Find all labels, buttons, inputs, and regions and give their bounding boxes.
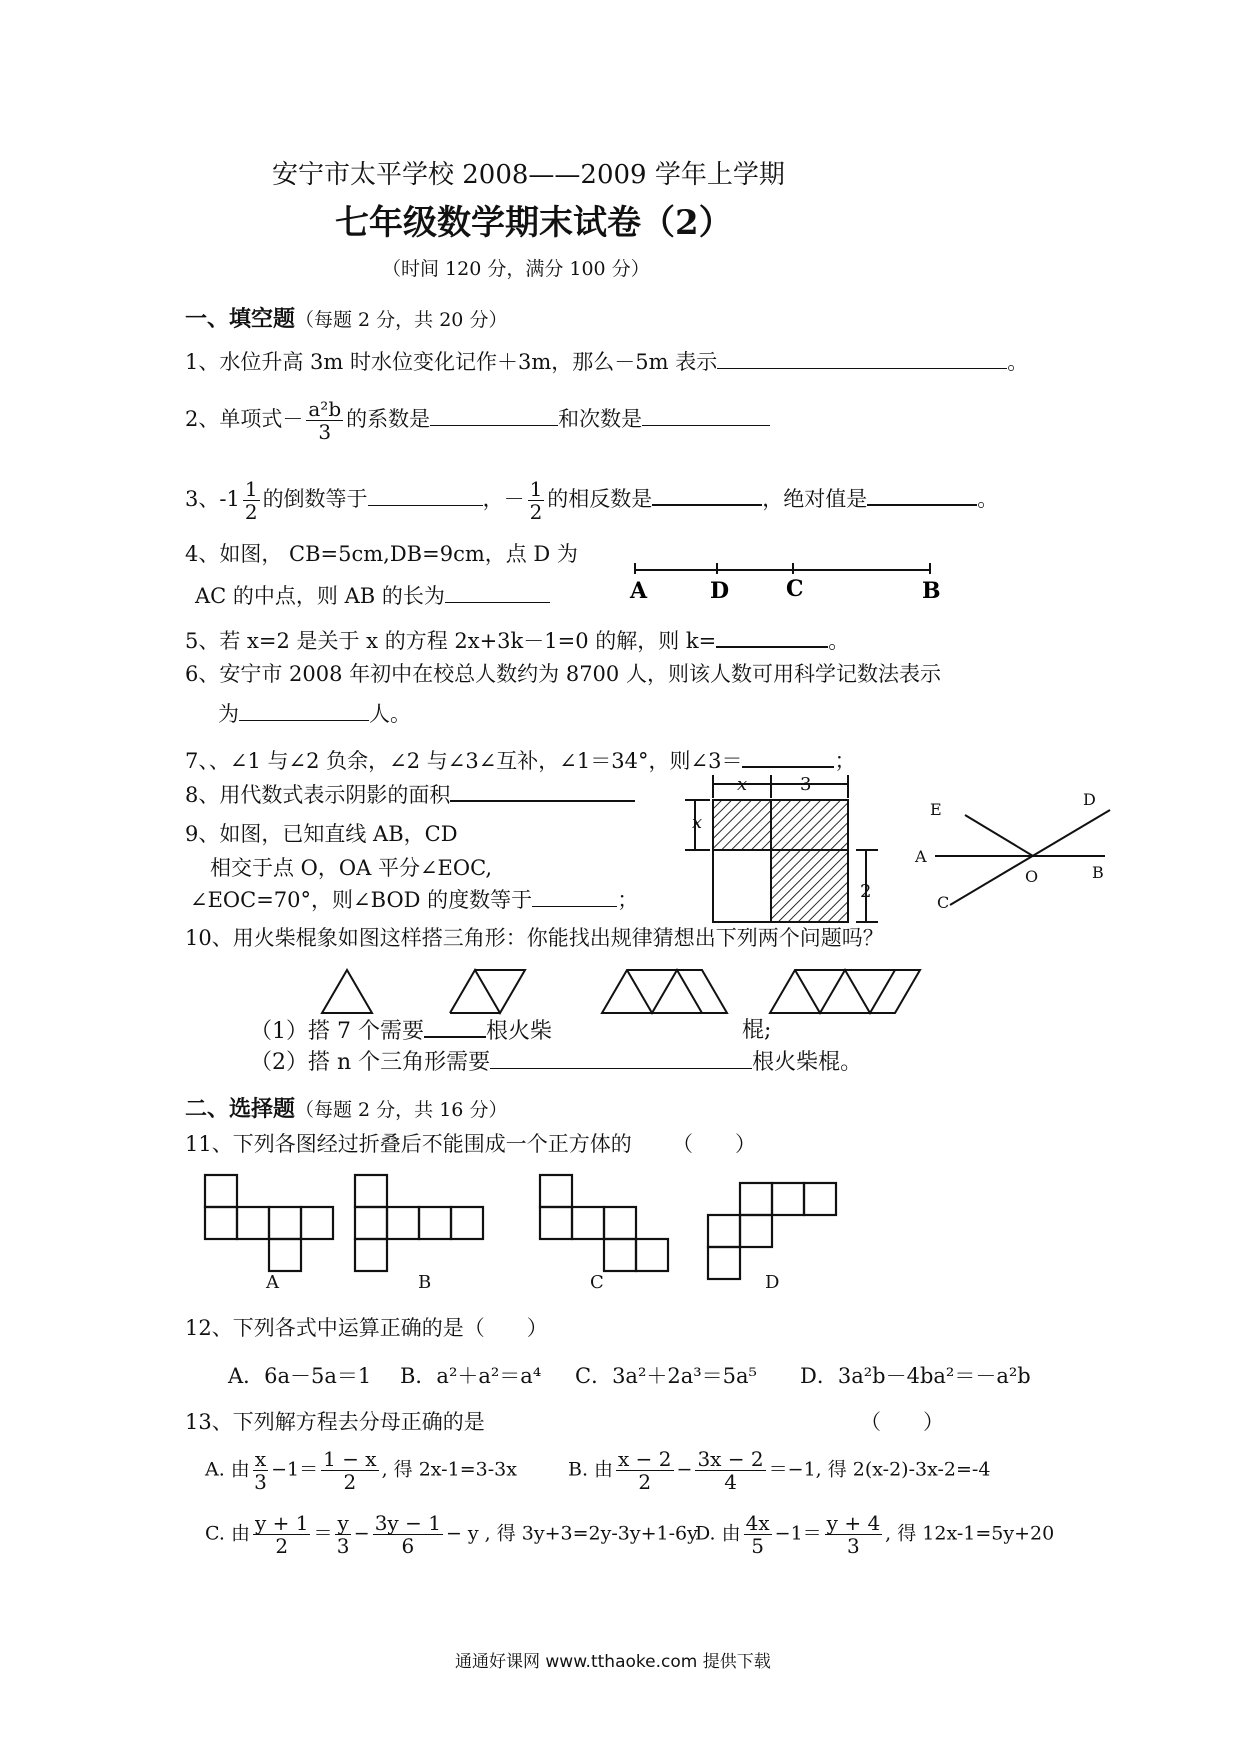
q2-blank-coefficient[interactable]: [430, 407, 558, 426]
q4-line2: [195, 584, 550, 609]
q10-sub1b: 根火柴: [485, 1019, 552, 1044]
q13-c-mid: ＝: [313, 1522, 333, 1545]
q13-a-d1: 3: [254, 1470, 267, 1494]
label-c: C: [786, 576, 804, 602]
q13-b-pre: B. 由: [568, 1458, 614, 1481]
net-c: [540, 1175, 668, 1271]
q10-text: 10、用火柴棍象如图这样搭三角形：你能找出规律猜想出下列两个问题吗？: [185, 926, 884, 950]
q1-end: 。: [1007, 350, 1029, 374]
label-o: O: [1025, 867, 1039, 886]
q12-option-c: C．3a²＋2a³＝5a⁵: [575, 1364, 757, 1388]
q10-sub2b: 根火柴棍。: [752, 1050, 863, 1075]
q3-f2-den: 2: [529, 500, 543, 524]
shaded-cell-top-right: [771, 800, 848, 850]
q13-c-post: − y , 得 3y+3=2y-3y+1-6y: [445, 1522, 698, 1545]
q8-blank[interactable]: [450, 782, 635, 802]
label-d: D: [710, 578, 730, 604]
q11-option-d: D: [765, 1272, 780, 1293]
q3-prefix: 3、-1: [185, 487, 240, 511]
line-cd: [950, 810, 1110, 905]
q5-text: 5、若 x=2 是关于 x 的方程 2x+3k－1=0 的解，则 k=: [185, 629, 717, 653]
q7-end: ；: [834, 749, 856, 773]
section2-note: （每题 2 分，共 16 分）: [295, 1099, 508, 1121]
page-footer: 通通好课网 www.tthaoke.com 提供下载: [455, 1652, 771, 1672]
q13-b-d2: 4: [724, 1470, 737, 1494]
q13-b-frac1: [616, 1448, 673, 1493]
q2-minus: －: [282, 407, 304, 431]
shaded-cell-top-left: [713, 800, 771, 850]
four-triangles: [770, 970, 920, 1013]
q6-line2a: 为: [218, 702, 239, 726]
label-b: B: [922, 578, 941, 604]
q9-end: ；: [617, 888, 639, 912]
q3-blank-absolute[interactable]: [867, 486, 977, 506]
q3-text-c: ，绝对值是: [762, 487, 868, 511]
q5-end: 。: [828, 629, 850, 653]
exam-subtitle: （时间 120 分，满分 100 分）: [382, 258, 650, 280]
q13-c-d3: 6: [401, 1534, 415, 1558]
net-d: [708, 1183, 836, 1279]
question-3: [185, 478, 998, 523]
q13-d-frac2: [825, 1512, 883, 1557]
q13-c-n3: 3y − 1: [374, 1511, 441, 1535]
q13-a-n1: x: [254, 1447, 267, 1471]
q13-c-mid2: −: [353, 1522, 370, 1545]
section2-title: 二、选择题: [185, 1096, 296, 1122]
q6-line2b: 人。: [369, 702, 411, 726]
label-three: 3: [800, 774, 812, 795]
q9-line3-text: ∠EOC=70°，则∠BOD 的度数等于: [190, 888, 533, 912]
q6-blank[interactable]: [239, 702, 369, 721]
q13-b-n1: x − 2: [618, 1447, 672, 1471]
label-a: A: [630, 578, 648, 604]
q4-line1: 4、如图， CB=5cm,DB=9cm，点 D 为: [185, 542, 578, 566]
q3-f2-num: 1: [529, 477, 543, 501]
q13-c-pre: C. 由: [205, 1522, 250, 1545]
q3-minus: －: [503, 487, 525, 511]
q13-option-c: [205, 1512, 698, 1557]
q13-option-d: [695, 1512, 1054, 1557]
shaded-cell-bottom-right: [771, 850, 848, 922]
q3-blank-opposite[interactable]: [652, 486, 762, 506]
q13-b-post: ＝−1, 得 2(x-2)-3x-2=-4: [768, 1458, 991, 1481]
q7-blank[interactable]: [742, 748, 834, 768]
exam-title: 七年级数学期末试卷（2）: [335, 203, 733, 243]
q13-d-d1: 5: [751, 1534, 765, 1558]
q3-fraction-2: [528, 478, 545, 523]
q4-blank[interactable]: [445, 584, 550, 603]
q2-mid2: 和次数是: [558, 407, 643, 431]
q9-line2: 相交于点 O，OA 平分∠EOC,: [210, 856, 493, 880]
q13-paren: （ ）: [860, 1410, 944, 1434]
q13-d-pre: D. 由: [695, 1522, 741, 1545]
q13-b-frac2: [695, 1448, 765, 1493]
q3-text-a: 的倒数等于: [262, 487, 368, 511]
question-5: [185, 628, 849, 654]
q13-a-mid: −1＝: [271, 1458, 319, 1481]
q2-blank-degree[interactable]: [642, 407, 770, 426]
q13-d-post: , 得 12x-1=5y+20: [885, 1522, 1055, 1545]
q2-numerator: a²b: [308, 397, 342, 421]
q7-text: 7、、∠1 与∠2 负余，∠2 与∠3∠互补，∠1＝34°，则∠3＝: [185, 749, 743, 773]
q13-d-mid: −1＝: [774, 1522, 822, 1545]
label-d: D: [1083, 790, 1096, 809]
q13-c-frac1: [253, 1512, 311, 1557]
q1-text: 1、水位升高 3m 时水位变化记作＋3m，那么－5m 表示: [185, 350, 718, 374]
label-e: E: [930, 800, 942, 819]
q8-area-figure: [680, 772, 880, 952]
q13-option-a: [205, 1448, 517, 1493]
q12-option-d: D．3a²b－4ba²＝－a²b: [800, 1364, 1031, 1388]
q12-option-a: A．6a－5a＝1: [228, 1364, 372, 1388]
q13-a-d2: 2: [343, 1470, 357, 1494]
q10-sub2: [250, 1050, 862, 1076]
q13-a-pre: A. 由: [205, 1458, 250, 1481]
q2-denominator: 3: [318, 420, 332, 444]
section2-heading: [185, 1092, 507, 1123]
q9-lines-figure: [915, 790, 1115, 915]
q13-text: 13、下列解方程去分母正确的是: [185, 1410, 485, 1434]
q10-sub2a: （2）搭 n 个三角形需要: [250, 1050, 491, 1075]
label-two: 2: [860, 881, 872, 902]
q6-line1: 6、安宁市 2008 年初中在校总人数约为 8700 人，则该人数可用科学记数法表示: [185, 662, 941, 686]
ray-oe: [965, 815, 1033, 856]
question-2: [185, 398, 770, 443]
q4-segment-figure: [630, 560, 940, 605]
q9-blank[interactable]: [532, 888, 617, 907]
q10-blank-2[interactable]: [490, 1050, 752, 1069]
q2-mid: 的系数是: [346, 407, 431, 431]
q13-d-n2: y + 4: [826, 1511, 881, 1535]
q11-option-b: B: [418, 1272, 432, 1293]
q10-triangle-figures: [300, 965, 940, 1020]
q3-f1-den: 2: [244, 500, 258, 524]
q13-d-frac1: [744, 1512, 772, 1557]
q13-c-n1: y + 1: [254, 1511, 309, 1535]
label-a: A: [915, 847, 927, 866]
q13-a-frac1: [253, 1448, 268, 1493]
section1-title: 一、填空题: [185, 306, 296, 332]
school-line: 安宁市太平学校 2008——2009 学年上学期: [272, 160, 785, 190]
q10-sub1c: 棍;: [742, 1018, 772, 1043]
q3-comma: ，: [482, 487, 504, 511]
q13-c-d1: 2: [275, 1534, 289, 1558]
q13-a-post: , 得 2x-1=3-3x: [381, 1458, 517, 1481]
q13-b-mid: −: [676, 1458, 693, 1481]
q12-option-b: B．a²＋a²＝a⁴: [400, 1364, 542, 1388]
net-b: [355, 1175, 483, 1271]
q13-a-n2: 1 − x: [323, 1447, 377, 1471]
net-a: [205, 1175, 333, 1271]
three-triangles: [602, 970, 727, 1013]
section1-heading: [185, 302, 507, 333]
q13-a-frac2: [321, 1448, 378, 1493]
two-triangles: [450, 970, 525, 1013]
q11-paren: （ ）: [672, 1132, 756, 1156]
label-x-top: x: [737, 774, 748, 795]
q9-line1: 9、如图，已知直线 AB，CD: [185, 822, 458, 846]
q11-option-c: C: [590, 1272, 604, 1293]
q10-sub1a: （1）搭 7 个需要: [250, 1019, 424, 1044]
q13-c-frac3: [373, 1512, 443, 1557]
q11-text: 11、下列各图经过折叠后不能围成一个正方体的: [185, 1132, 632, 1156]
q9-line3: [190, 888, 638, 913]
q13-c-frac2: [335, 1512, 350, 1557]
question-7: [185, 748, 855, 774]
q3-text-b: 的相反数是: [547, 487, 653, 511]
q3-end: 。: [977, 487, 999, 511]
q13-c-d2: 3: [336, 1534, 350, 1558]
q6-line2: [218, 702, 411, 727]
q13-option-b: [568, 1448, 990, 1493]
label-c: C: [937, 893, 950, 912]
q5-blank[interactable]: [716, 628, 828, 648]
q10-sub1: [250, 1018, 552, 1045]
question-8: [185, 782, 635, 808]
q12-text: 12、下列各式中运算正确的是（ ）: [185, 1316, 548, 1340]
label-b: B: [1092, 863, 1104, 882]
q3-f1-num: 1: [244, 477, 258, 501]
q2-prefix: 2、单项式: [185, 407, 283, 431]
q2-fraction: [306, 398, 343, 443]
q13-c-n2: y: [337, 1511, 349, 1535]
section1-note: （每题 2 分，共 20 分）: [295, 309, 508, 331]
q3-fraction-1: [243, 478, 260, 523]
q8-text: 8、用代数式表示阴影的面积: [185, 783, 451, 807]
q4-line2-text: AC 的中点，则 AB 的长为: [195, 584, 445, 608]
q13-d-d2: 3: [847, 1534, 860, 1558]
q10-blank-1[interactable]: [424, 1018, 486, 1038]
blank-cell: [713, 850, 771, 922]
q13-b-d1: 2: [638, 1470, 652, 1494]
q11-option-a: A: [266, 1272, 279, 1293]
q3-blank-reciprocal[interactable]: [368, 487, 483, 506]
q13-d-n1: 4x: [745, 1511, 770, 1535]
q13-b-n2: 3x − 2: [697, 1447, 764, 1471]
one-triangle: [322, 970, 372, 1013]
label-x-left: x: [692, 812, 703, 833]
question-1: [185, 350, 1028, 375]
q1-blank[interactable]: [717, 350, 1007, 369]
